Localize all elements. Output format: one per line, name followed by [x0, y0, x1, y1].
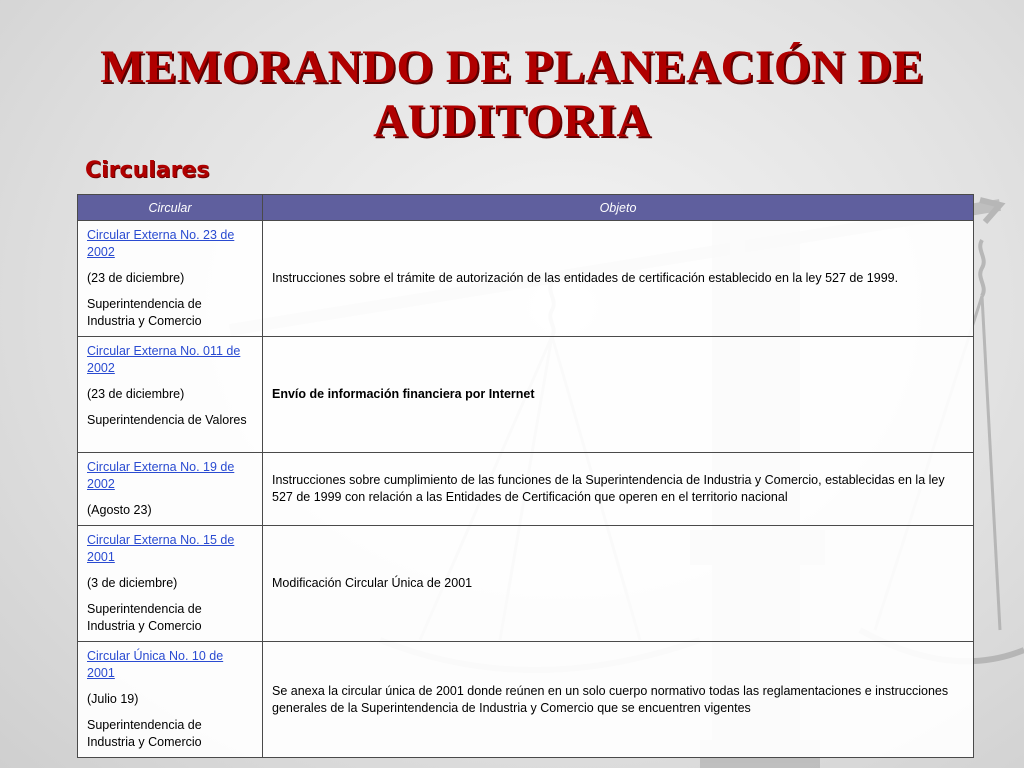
circular-cell — [78, 642, 263, 758]
table-header-row — [78, 195, 974, 221]
circular-link[interactable]: Circular Única No. 10 de 2001 — [87, 649, 224, 680]
circular-entity: Superintendencia de Valores — [87, 413, 247, 427]
circular-entity: Superintendencia de Industria y Comercio — [87, 718, 202, 749]
table-row — [78, 337, 974, 453]
circular-cell — [78, 337, 263, 453]
section-subtitle: Circulares — [85, 158, 210, 183]
circular-link[interactable]: Circular Externa No. 15 de 2001 — [87, 533, 235, 564]
circular-date: (23 de diciembre) — [87, 271, 185, 285]
circular-date: (Agosto 23) — [87, 503, 152, 517]
header-objeto: Objeto — [263, 195, 974, 221]
circular-cell — [78, 453, 263, 526]
table-row — [78, 221, 974, 337]
circulars-table — [77, 194, 974, 758]
page-title: MEMORANDO DE PLANEACIÓN DE AUDITORIA — [100, 41, 924, 147]
circular-link[interactable]: Circular Externa No. 19 de 2002 — [87, 460, 235, 491]
circular-date: (Julio 19) — [87, 692, 139, 706]
circular-date: (3 de diciembre) — [87, 576, 178, 590]
objeto-cell: Instrucciones sobre cumplimiento de las funciones de la Superintendencia de Industria y Comercio, establecidas en la ley 527 de 1999 con relación a las Entidades de Certificación que operen en el territorio nacional — [263, 453, 974, 526]
header-circular: Circular — [78, 195, 263, 221]
objeto-cell: Se anexa la circular única de 2001 donde reúnen en un solo cuerpo normativo todas las reglamentaciones e instrucciones generales de la Superintendencia de Industria y Comercio que se encuentren vigentes — [263, 642, 974, 758]
circular-link[interactable]: Circular Externa No. 011 de 2002 — [87, 344, 241, 375]
circular-link[interactable]: Circular Externa No. 23 de 2002 — [87, 228, 235, 259]
circular-entity: Superintendencia de Industria y Comercio — [87, 602, 202, 633]
circular-date: (23 de diciembre) — [87, 387, 185, 401]
table-row — [78, 526, 974, 642]
table-row — [78, 453, 974, 526]
table-row — [78, 642, 974, 758]
objeto-cell: Envío de información financiera por Internet — [263, 337, 974, 453]
objeto-cell: Instrucciones sobre el trámite de autorización de las entidades de certificación establecido en la ley 527 de 1999. — [263, 221, 974, 337]
circular-entity: Superintendencia de Industria y Comercio — [87, 297, 202, 328]
circular-cell — [78, 221, 263, 337]
objeto-cell: Modificación Circular Única de 2001 — [263, 526, 974, 642]
circular-cell — [78, 526, 263, 642]
